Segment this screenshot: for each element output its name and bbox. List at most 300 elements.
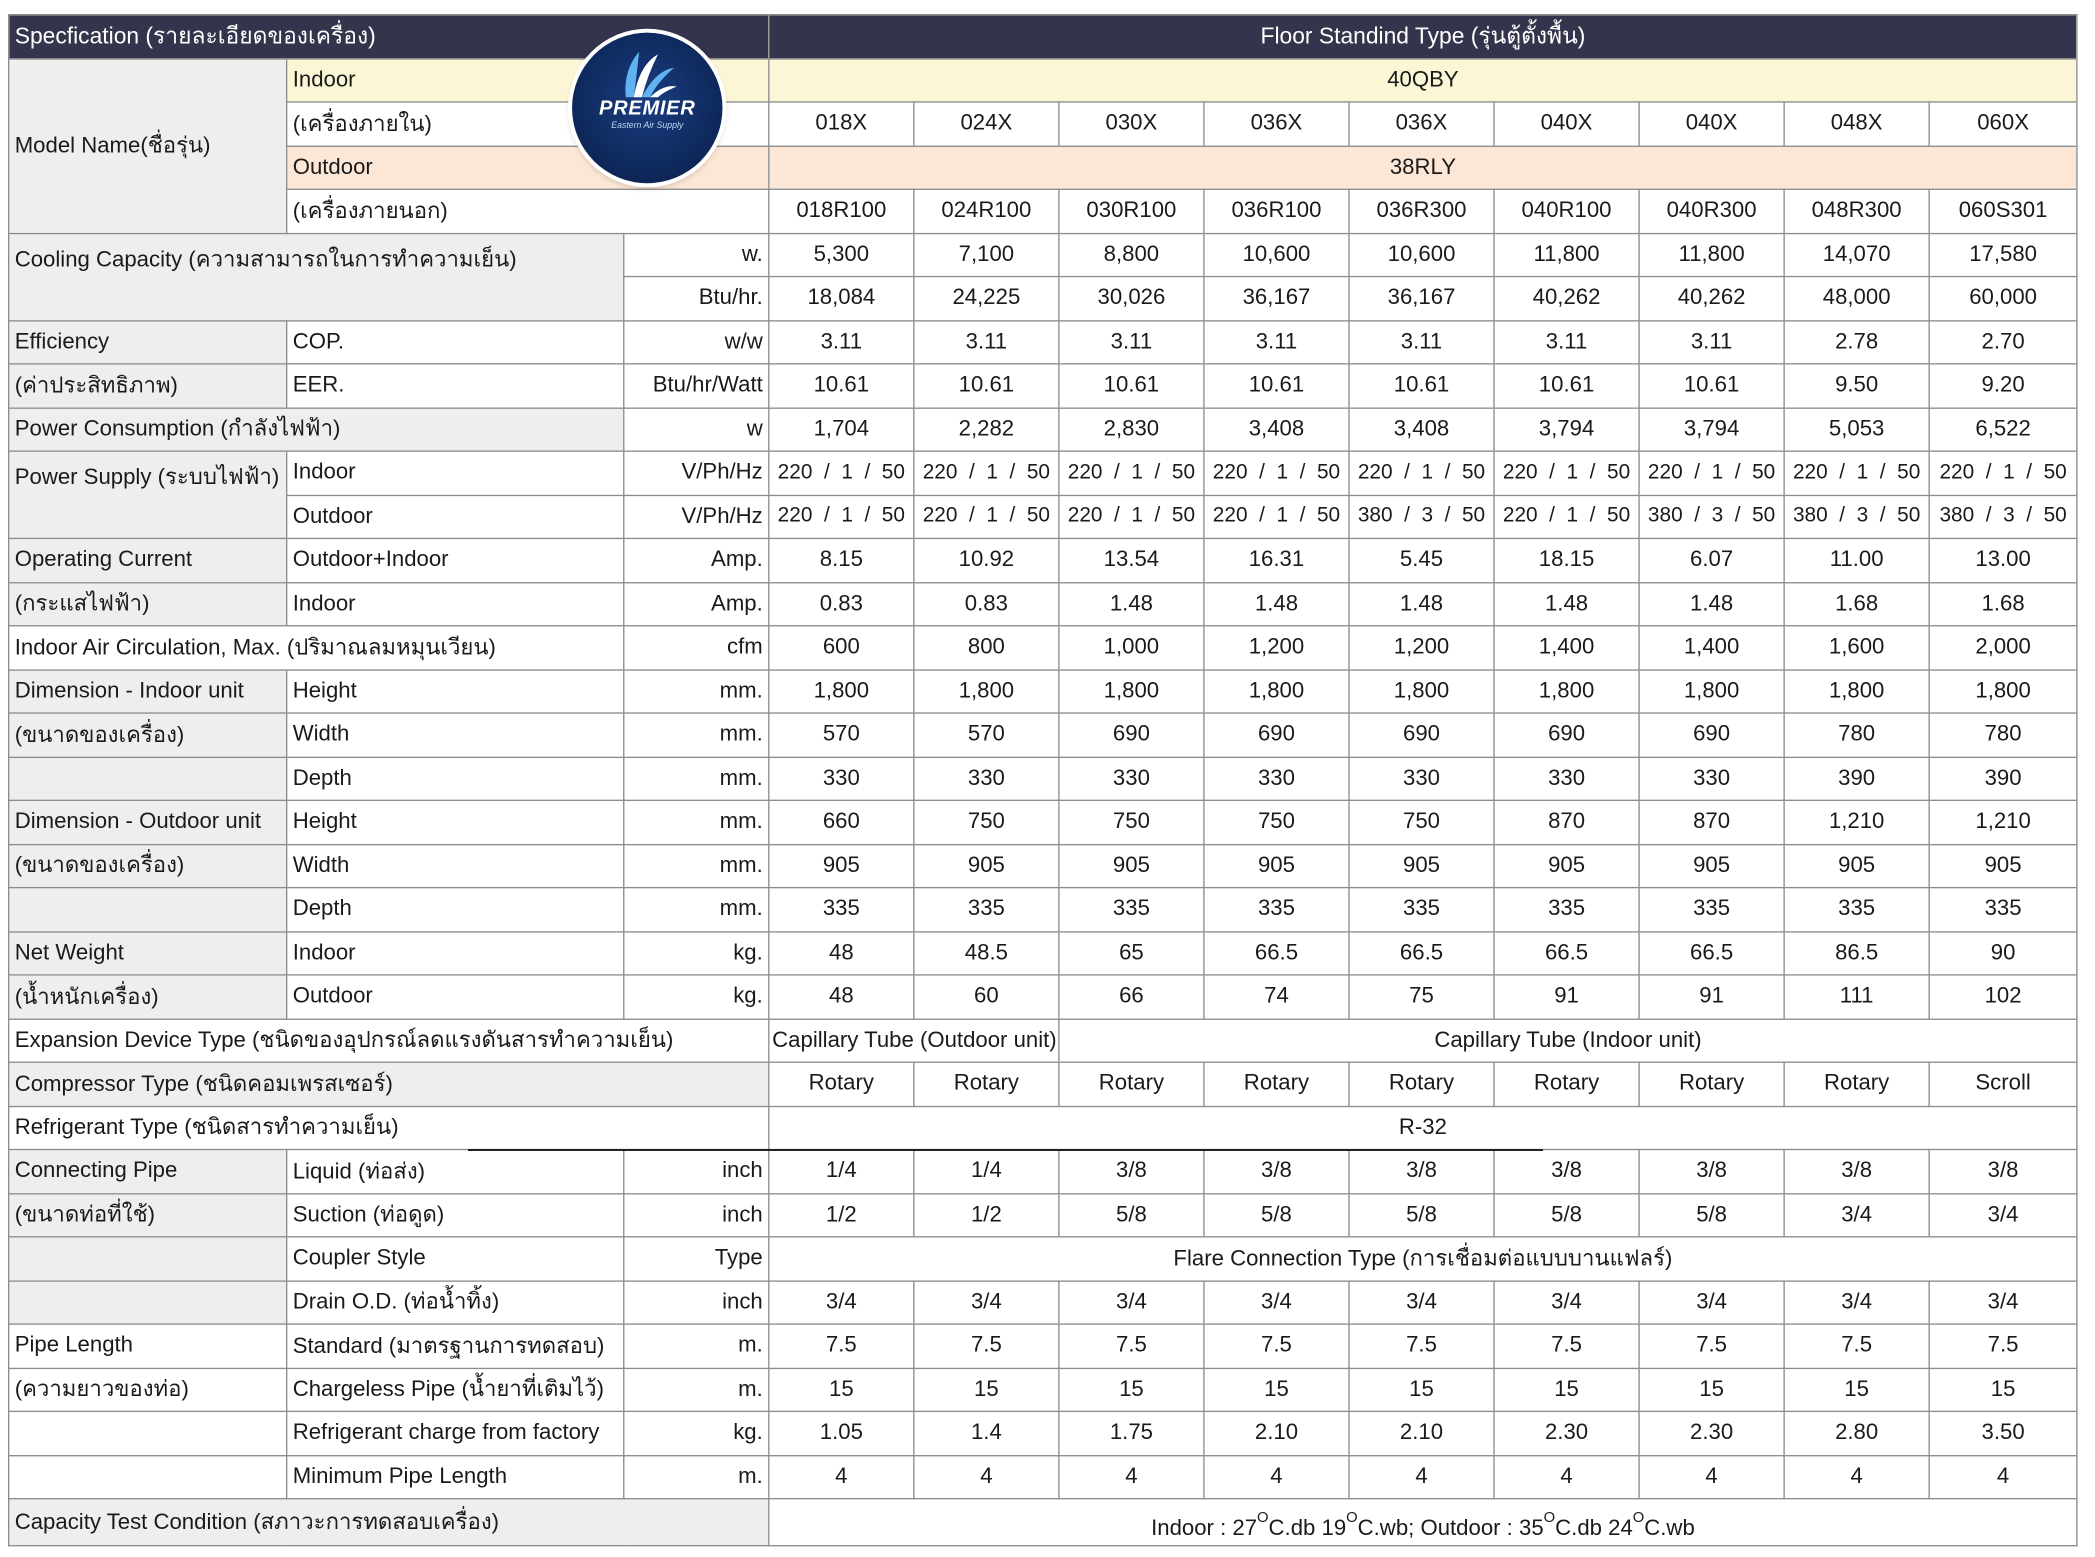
air-circulation-value: 1,200: [1204, 626, 1349, 670]
outdoor-model: 040R300: [1639, 189, 1784, 233]
drain-value: 3/4: [1929, 1280, 2077, 1324]
net-weight-outdoor-value: 66: [1059, 975, 1204, 1019]
power-consumption-value: 3,408: [1349, 407, 1494, 451]
drain-value: 3/4: [1494, 1280, 1639, 1324]
refrigerant-charge-value: 2.80: [1784, 1411, 1929, 1455]
dimension-indoor-height-value: 1,800: [1349, 669, 1494, 713]
operating-current-label: Operating Current: [9, 538, 287, 582]
air-circulation-value: 1,400: [1639, 626, 1784, 670]
drain-value: 3/4: [1784, 1280, 1929, 1324]
current-indoor-value: 0.83: [769, 582, 914, 626]
drain-value: 3/4: [769, 1280, 914, 1324]
indoor-label: Indoor: [287, 582, 624, 626]
refrigerant-charge-value: 2.10: [1204, 1411, 1349, 1455]
suction-value: 5/8: [1059, 1193, 1204, 1237]
indoor-model: 018X: [769, 102, 914, 146]
pipe-suction-row: [9, 1193, 2077, 1237]
premier-logo: [572, 33, 722, 183]
cooling-btu-value: 40,262: [1639, 277, 1784, 321]
standard-value: 7.5: [1494, 1324, 1639, 1368]
power-supply-indoor-value: 220 / 1 / 50: [1349, 451, 1494, 495]
power-consumption-value: 2,830: [1059, 407, 1204, 451]
standard-value: 7.5: [1784, 1324, 1929, 1368]
blank-label-cell: [9, 1455, 287, 1499]
compressor-value: Rotary: [1494, 1062, 1639, 1106]
liquid-value: 3/8: [1784, 1150, 1929, 1194]
compressor-value: Rotary: [1784, 1062, 1929, 1106]
unit-label: m.: [624, 1324, 769, 1368]
eer-value: 9.20: [1929, 364, 2077, 408]
dimension-outdoor-depth-value: 335: [1059, 888, 1204, 932]
dimension-indoor-height-value: 1,800: [1784, 669, 1929, 713]
cop-label: COP.: [287, 320, 624, 364]
eer-value: 10.61: [769, 364, 914, 408]
efficiency-cop-row: [9, 320, 2077, 364]
current-oi-value: 10.92: [914, 538, 1059, 582]
net-weight-outdoor-value: 75: [1349, 975, 1494, 1019]
dimension-indoor-width-value: 570: [914, 713, 1059, 757]
cooling-label: Cooling Capacity (ความสามารถในการทำความเย็น): [9, 233, 624, 320]
unit-label: Type: [624, 1237, 769, 1281]
net-weight-indoor-row: [9, 931, 2077, 975]
dimension-outdoor-depth-value: 335: [769, 888, 914, 932]
coupler-value: Flare Connection Type (การเชื่อมต่อแบบบานแฟลร์): [769, 1237, 2077, 1281]
current-oi-value: 16.31: [1204, 538, 1349, 582]
blank-label-cell: [9, 1411, 287, 1455]
drain-value: 3/4: [914, 1280, 1059, 1324]
indoor-model: 024X: [914, 102, 1059, 146]
dimension-outdoor-height-value: 1,210: [1929, 800, 2077, 844]
refrigerant-charge-value: 1.4: [914, 1411, 1059, 1455]
liquid-value: 3/8: [1494, 1150, 1639, 1194]
dimension-indoor-depth-value: 390: [1929, 757, 2077, 801]
dimension-outdoor-height-value: 750: [914, 800, 1059, 844]
dimension-indoor-depth-value: 330: [1059, 757, 1204, 801]
header-row: [9, 15, 2077, 59]
degree-mark: O: [1543, 1510, 1556, 1527]
net-weight-outdoor-row: [9, 975, 2077, 1019]
air-circulation-label: Indoor Air Circulation, Max. (ปริมาณลมหมุนเวียน): [9, 626, 624, 670]
expansion-indoor-value: Capillary Tube (Indoor unit): [1059, 1019, 2077, 1063]
width-label: Width: [287, 713, 624, 757]
cooling-w-value: 7,100: [914, 233, 1059, 277]
unit-label: inch: [624, 1193, 769, 1237]
net-weight-outdoor-value: 91: [1639, 975, 1784, 1019]
chargeless-value: 15: [914, 1368, 1059, 1412]
cooling-btu-value: 24,225: [914, 277, 1059, 321]
power-supply-indoor-value: 220 / 1 / 50: [1204, 451, 1349, 495]
power-consumption-value: 3,408: [1204, 407, 1349, 451]
unit-label: mm.: [624, 888, 769, 932]
power-consumption-value: 5,053: [1784, 407, 1929, 451]
dimension-outdoor-width-value: 905: [1639, 844, 1784, 888]
outdoor-model: 060S301: [1929, 189, 2077, 233]
net-weight-indoor-value: 48.5: [914, 931, 1059, 975]
eer-value: 10.61: [1059, 364, 1204, 408]
cop-value: 3.11: [1349, 320, 1494, 364]
pipe-coupler-row: [9, 1237, 2077, 1281]
chargeless-value: 15: [1784, 1368, 1929, 1412]
power-consumption-row: [9, 407, 2077, 451]
blank-label-cell: [9, 1280, 287, 1324]
efficiency-thai-label: (ค่าประสิทธิภาพ): [9, 364, 287, 408]
outdoor-indoor-label: Outdoor+Indoor: [287, 538, 624, 582]
pipe-length-standard-row: [9, 1324, 2077, 1368]
net-weight-label: Net Weight: [9, 931, 287, 975]
chargeless-value: 15: [769, 1368, 914, 1412]
unit-label: Btu/hr/Watt: [624, 364, 769, 408]
net-weight-indoor-value: 66.5: [1639, 931, 1784, 975]
outdoor-label: Outdoor: [287, 495, 624, 539]
drain-value: 3/4: [1639, 1280, 1784, 1324]
outdoor-model: 030R100: [1059, 189, 1204, 233]
refrigerant-label: Refrigerant Type (ชนิดสารทำความเย็น): [9, 1106, 769, 1150]
cop-value: 3.11: [1639, 320, 1784, 364]
cooling-w-value: 8,800: [1059, 233, 1204, 277]
air-circulation-row: [9, 626, 2077, 670]
indoor-series: 40QBY: [769, 58, 2077, 102]
dimension-outdoor-depth-row: [9, 888, 2077, 932]
pipe-length-chargeless-row: [9, 1368, 2077, 1412]
dimension-outdoor-width-row: [9, 844, 2077, 888]
net-weight-indoor-value: 66.5: [1494, 931, 1639, 975]
compressor-value: Rotary: [914, 1062, 1059, 1106]
chargeless-value: 15: [1929, 1368, 2077, 1412]
power-supply-outdoor-value: 380 / 3 / 50: [1639, 495, 1784, 539]
condition-text: C.wb; Outdoor : 35: [1357, 1516, 1544, 1541]
min-pipe-value: 4: [1784, 1455, 1929, 1499]
suction-value: 3/4: [1929, 1193, 2077, 1237]
cop-value: 3.11: [769, 320, 914, 364]
cooling-w-value: 17,580: [1929, 233, 2077, 277]
min-pipe-value: 4: [1929, 1455, 2077, 1499]
dimension-outdoor-height-value: 750: [1204, 800, 1349, 844]
cooling-w-value: 11,800: [1639, 233, 1784, 277]
current-indoor-value: 1.48: [1494, 582, 1639, 626]
outdoor-thai-label: (เครื่องภายนอก): [287, 189, 769, 233]
cooling-w-row: [9, 233, 2077, 277]
liquid-label: Liquid (ท่อส่ง): [287, 1150, 624, 1194]
dimension-indoor-height-value: 1,800: [1059, 669, 1204, 713]
model-outdoor-row: [9, 146, 2077, 190]
current-indoor-value: 1.68: [1784, 582, 1929, 626]
unit-label: mm.: [624, 669, 769, 713]
power-consumption-value: 3,794: [1494, 407, 1639, 451]
suction-value: 5/8: [1204, 1193, 1349, 1237]
pipe-length-label: Pipe Length: [9, 1324, 287, 1368]
dimension-indoor-depth-value: 330: [914, 757, 1059, 801]
net-weight-indoor-value: 66.5: [1349, 931, 1494, 975]
spec-sheet: [8, 14, 2078, 1546]
dimension-indoor-depth-value: 330: [1349, 757, 1494, 801]
refrigerant-charge-value: 1.75: [1059, 1411, 1204, 1455]
blank-label-cell: [9, 1237, 287, 1281]
standard-value: 7.5: [1204, 1324, 1349, 1368]
dimension-outdoor-height-value: 870: [1639, 800, 1784, 844]
chargeless-label: Chargeless Pipe (น้ำยาที่เติมไว้): [287, 1368, 624, 1412]
air-circulation-value: 1,000: [1059, 626, 1204, 670]
dimension-indoor-width-value: 780: [1929, 713, 2077, 757]
min-pipe-value: 4: [1494, 1455, 1639, 1499]
unit-label: w.: [624, 233, 769, 277]
dimension-outdoor-label: Dimension - Outdoor unit: [9, 800, 287, 844]
power-consumption-value: 3,794: [1639, 407, 1784, 451]
current-oi-value: 6.07: [1639, 538, 1784, 582]
net-weight-outdoor-value: 102: [1929, 975, 2077, 1019]
net-weight-indoor-value: 48: [769, 931, 914, 975]
dimension-outdoor-width-value: 905: [1204, 844, 1349, 888]
eer-label: EER.: [287, 364, 624, 408]
chargeless-value: 15: [1059, 1368, 1204, 1412]
connecting-pipe-thai-label: (ขนาดท่อที่ใช้): [9, 1193, 287, 1237]
indoor-model: 060X: [1929, 102, 2077, 146]
power-supply-indoor-value: 220 / 1 / 50: [1059, 451, 1204, 495]
splash-icon: [618, 46, 677, 100]
dimension-outdoor-height-value: 750: [1059, 800, 1204, 844]
chargeless-value: 15: [1639, 1368, 1784, 1412]
chargeless-value: 15: [1349, 1368, 1494, 1412]
net-weight-outdoor-value: 48: [769, 975, 914, 1019]
logo-brand: PREMIER: [599, 97, 696, 121]
dimension-indoor-label: Dimension - Indoor unit: [9, 669, 287, 713]
compressor-value: Rotary: [1059, 1062, 1204, 1106]
cooling-btu-value: 60,000: [1929, 277, 2077, 321]
unit-label: V/Ph/Hz: [624, 451, 769, 495]
dimension-indoor-width-value: 780: [1784, 713, 1929, 757]
current-oi-value: 5.45: [1349, 538, 1494, 582]
drain-value: 3/4: [1204, 1280, 1349, 1324]
height-label: Height: [287, 669, 624, 713]
indoor-model: 036X: [1204, 102, 1349, 146]
chargeless-value: 15: [1204, 1368, 1349, 1412]
coupler-label: Coupler Style: [287, 1237, 624, 1281]
dimension-indoor-width-value: 690: [1349, 713, 1494, 757]
min-pipe-value: 4: [1349, 1455, 1494, 1499]
current-oi-value: 11.00: [1784, 538, 1929, 582]
liquid-value: 3/8: [1059, 1150, 1204, 1194]
efficiency-eer-row: [9, 364, 2077, 408]
spec-table: [8, 14, 2078, 1546]
indoor-label: Indoor: [287, 451, 624, 495]
refrigerant-row: [9, 1106, 2077, 1150]
model-name-label: Model Name(ชื่อรุ่น): [9, 58, 287, 233]
dimension-outdoor-width-value: 905: [1929, 844, 2077, 888]
unit-label: m.: [624, 1368, 769, 1412]
condition-text: C.db 19: [1268, 1516, 1347, 1541]
cop-value: 3.11: [1204, 320, 1349, 364]
current-oi-value: 18.15: [1494, 538, 1639, 582]
net-weight-indoor-value: 66.5: [1204, 931, 1349, 975]
compressor-value: Rotary: [1639, 1062, 1784, 1106]
unit-label: mm.: [624, 800, 769, 844]
expansion-outdoor-value: Capillary Tube (Outdoor unit): [769, 1019, 1059, 1063]
suction-value: 1/2: [914, 1193, 1059, 1237]
min-pipe-value: 4: [1059, 1455, 1204, 1499]
cop-value: 3.11: [1494, 320, 1639, 364]
unit-label: kg.: [624, 975, 769, 1019]
efficiency-label: Efficiency: [9, 320, 287, 364]
standard-label: Standard (มาตรฐานการทดสอบ): [287, 1324, 624, 1368]
indoor-model: 040X: [1639, 102, 1784, 146]
min-pipe-value: 4: [914, 1455, 1059, 1499]
pipe-liquid-row: [9, 1150, 2077, 1194]
suction-value: 3/4: [1784, 1193, 1929, 1237]
dimension-outdoor-depth-value: 335: [1639, 888, 1784, 932]
indoor-model: 048X: [1784, 102, 1929, 146]
power-consumption-label: Power Consumption (กำลังไฟฟ้า): [9, 407, 624, 451]
width-label: Width: [287, 844, 624, 888]
model-indoor-models-row: [9, 102, 2077, 146]
dimension-outdoor-width-value: 905: [1349, 844, 1494, 888]
standard-value: 7.5: [1639, 1324, 1784, 1368]
dimension-outdoor-width-value: 905: [769, 844, 914, 888]
degree-mark: O: [1257, 1510, 1269, 1527]
cooling-w-value: 11,800: [1494, 233, 1639, 277]
dimension-indoor-depth-value: 330: [1639, 757, 1784, 801]
liquid-value: 1/4: [769, 1150, 914, 1194]
refrigerant-charge-value: 2.30: [1639, 1411, 1784, 1455]
dimension-indoor-width-value: 690: [1059, 713, 1204, 757]
current-indoor-value: 1.48: [1059, 582, 1204, 626]
pipe-drain-row: [9, 1280, 2077, 1324]
cooling-btu-value: 18,084: [769, 277, 914, 321]
type-title: Floor Standind Type (รุ่นตู้ตั้งพื้น): [769, 15, 2077, 59]
outdoor-model: 040R100: [1494, 189, 1639, 233]
outdoor-model: 048R300: [1784, 189, 1929, 233]
liquid-value: 1/4: [914, 1150, 1059, 1194]
power-supply-indoor-value: 220 / 1 / 50: [1929, 451, 2077, 495]
blank-label-cell: [9, 888, 287, 932]
standard-value: 7.5: [1929, 1324, 2077, 1368]
air-circulation-value: 800: [914, 626, 1059, 670]
eer-value: 10.61: [1204, 364, 1349, 408]
power-consumption-value: 2,282: [914, 407, 1059, 451]
current-indoor-value: 1.68: [1929, 582, 2077, 626]
drain-value: 3/4: [1349, 1280, 1494, 1324]
power-supply-indoor-value: 220 / 1 / 50: [769, 451, 914, 495]
power-supply-indoor-value: 220 / 1 / 50: [1784, 451, 1929, 495]
unit-label: Amp.: [624, 582, 769, 626]
min-pipe-value: 4: [769, 1455, 914, 1499]
drain-value: 3/4: [1059, 1280, 1204, 1324]
dimension-indoor-width-value: 570: [769, 713, 914, 757]
indoor-model: 036X: [1349, 102, 1494, 146]
dimension-indoor-height-value: 1,800: [1204, 669, 1349, 713]
net-weight-outdoor-value: 111: [1784, 975, 1929, 1019]
refrigerant-charge-value: 2.30: [1494, 1411, 1639, 1455]
unit-label: Amp.: [624, 538, 769, 582]
eer-value: 10.61: [1494, 364, 1639, 408]
spec-title: Specfication (รายละเอียดของเครื่อง): [9, 15, 769, 59]
compressor-row: [9, 1062, 2077, 1106]
air-circulation-value: 1,200: [1349, 626, 1494, 670]
min-pipe-value: 4: [1204, 1455, 1349, 1499]
eer-value: 9.50: [1784, 364, 1929, 408]
indoor-label: Indoor: [287, 931, 624, 975]
current-indoor-value: 1.48: [1204, 582, 1349, 626]
dimension-indoor-height-value: 1,800: [769, 669, 914, 713]
power-supply-indoor-value: 220 / 1 / 50: [1494, 451, 1639, 495]
min-pipe-value: 4: [1639, 1455, 1784, 1499]
operating-current-indoor-row: [9, 582, 2077, 626]
logo-tagline: Eastern Air Supply: [611, 121, 684, 131]
compressor-value: Rotary: [1349, 1062, 1494, 1106]
dimension-outdoor-depth-value: 335: [1204, 888, 1349, 932]
expansion-label: Expansion Device Type (ชนิดของอุปกรณ์ลดแรงดันสารทำความเย็น): [9, 1019, 769, 1063]
cooling-btu-value: 48,000: [1784, 277, 1929, 321]
unit-label: Btu/hr.: [624, 277, 769, 321]
eer-value: 10.61: [1349, 364, 1494, 408]
power-supply-outdoor-value: 380 / 3 / 50: [1349, 495, 1494, 539]
refrigerant-charge-value: 1.05: [769, 1411, 914, 1455]
power-supply-outdoor-value: 380 / 3 / 50: [1929, 495, 2077, 539]
air-circulation-value: 600: [769, 626, 914, 670]
condition-text: Indoor : 27: [1151, 1516, 1258, 1541]
capacity-test-value: [769, 1499, 2077, 1545]
indoor-model: 030X: [1059, 102, 1204, 146]
current-indoor-value: 0.83: [914, 582, 1059, 626]
power-supply-outdoor-value: 220 / 1 / 50: [1494, 495, 1639, 539]
dimension-indoor-depth-value: 330: [1204, 757, 1349, 801]
capacity-test-row: [9, 1499, 2077, 1545]
unit-label: inch: [624, 1280, 769, 1324]
dimension-outdoor-height-value: 750: [1349, 800, 1494, 844]
cop-value: 2.78: [1784, 320, 1929, 364]
dimension-outdoor-depth-value: 335: [1349, 888, 1494, 932]
air-circulation-value: 1,400: [1494, 626, 1639, 670]
unit-label: kg.: [624, 931, 769, 975]
unit-label: w: [624, 407, 769, 451]
dimension-indoor-depth-row: [9, 757, 2077, 801]
drain-label: Drain O.D. (ท่อน้ำทิ้ง): [287, 1280, 624, 1324]
power-supply-outdoor-value: 220 / 1 / 50: [1204, 495, 1349, 539]
dimension-indoor-height-value: 1,800: [1494, 669, 1639, 713]
unit-label: mm.: [624, 757, 769, 801]
compressor-value: Rotary: [1204, 1062, 1349, 1106]
dimension-outdoor-height-row: [9, 800, 2077, 844]
depth-label: Depth: [287, 757, 624, 801]
net-weight-outdoor-value: 60: [914, 975, 1059, 1019]
dimension-indoor-thai-label: (ขนาดของเครื่อง): [9, 713, 287, 757]
power-consumption-value: 6,522: [1929, 407, 2077, 451]
chargeless-value: 15: [1494, 1368, 1639, 1412]
unit-label: kg.: [624, 1411, 769, 1455]
standard-value: 7.5: [769, 1324, 914, 1368]
eer-value: 10.61: [914, 364, 1059, 408]
liquid-value: 3/8: [1929, 1150, 2077, 1194]
eer-value: 10.61: [1639, 364, 1784, 408]
power-supply-outdoor-value: 220 / 1 / 50: [769, 495, 914, 539]
power-supply-indoor-value: 220 / 1 / 50: [914, 451, 1059, 495]
power-supply-indoor-row: [9, 451, 2077, 495]
refrigerant-charge-label: Refrigerant charge from factory: [287, 1411, 624, 1455]
air-circulation-value: 2,000: [1929, 626, 2077, 670]
cooling-w-value: 5,300: [769, 233, 914, 277]
outdoor-series: 38RLY: [769, 146, 2077, 190]
net-weight-indoor-value: 90: [1929, 931, 2077, 975]
liquid-value: 3/8: [1204, 1150, 1349, 1194]
model-outdoor-models-row: [9, 189, 2077, 233]
pipe-length-thai-label: (ความยาวของท่อ): [9, 1368, 287, 1412]
cooling-btu-value: 36,167: [1204, 277, 1349, 321]
liquid-value: 3/8: [1639, 1150, 1784, 1194]
expansion-device-row: [9, 1019, 2077, 1063]
cooling-w-value: 10,600: [1204, 233, 1349, 277]
standard-value: 7.5: [914, 1324, 1059, 1368]
dimension-indoor-depth-value: 330: [769, 757, 914, 801]
net-weight-outdoor-value: 91: [1494, 975, 1639, 1019]
net-weight-indoor-value: 86.5: [1784, 931, 1929, 975]
